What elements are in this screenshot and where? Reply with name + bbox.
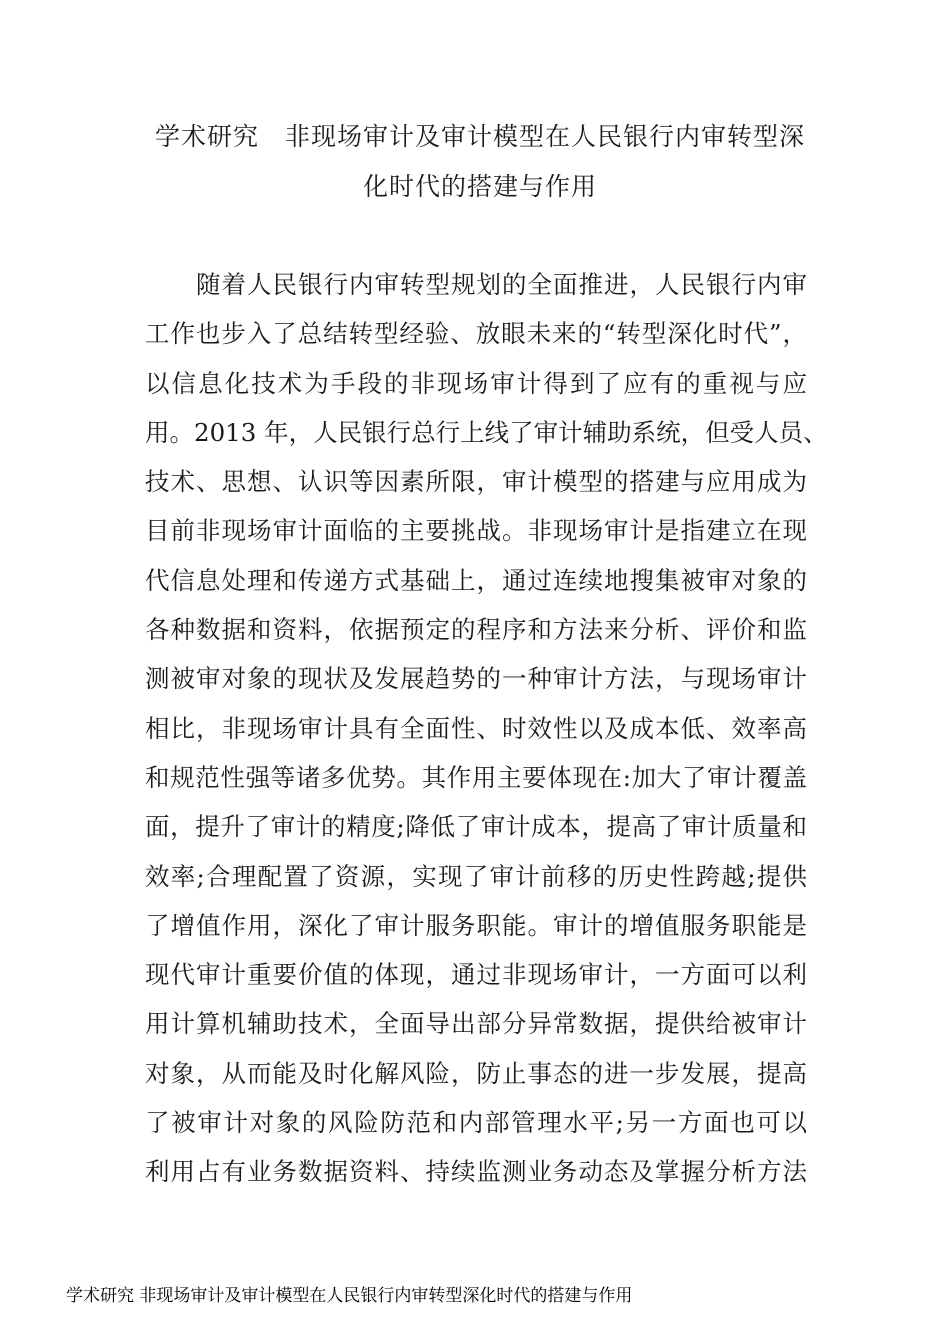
body-line: 了增值作用，深化了审计服务职能。审计的增值服务职能是 xyxy=(145,910,807,940)
body-line: 目前非现场审计面临的主要挑战。非现场审计是指建立在现 xyxy=(145,516,807,546)
body-line: 面，提升了审计的精度;降低了审计成本，提高了审计质量和 xyxy=(145,812,807,842)
body-line: 了被审计对象的风险防范和内部管理水平;另一方面也可以 xyxy=(145,1108,807,1138)
body-line: 利用占有业务数据资料、持续监测业务动态及掌握分析方法 xyxy=(145,1157,807,1187)
body-line: 用计算机辅助技术，全面导出部分异常数据，提供给被审计 xyxy=(145,1009,807,1039)
body-line: 代信息处理和传递方式基础上，通过连续地搜集被审对象的 xyxy=(145,565,807,595)
body-line: 技术、思想、认识等因素所限，审计模型的搭建与应用成为 xyxy=(145,467,807,497)
page-footer: 学术研究 非现场审计及审计模型在人民银行内审转型深化时代的搭建与作用 xyxy=(66,1286,633,1306)
body-line: 效率;合理配置了资源，实现了审计前移的历史性跨越;提供 xyxy=(145,861,807,891)
title-line-1: 学术研究 非现场审计及审计模型在人民银行内审转型深 xyxy=(154,122,805,151)
body-line: 相比，非现场审计具有全面性、时效性以及成本低、效率高 xyxy=(145,713,807,743)
body-line: 现代审计重要价值的体现，通过非现场审计，一方面可以利 xyxy=(145,960,807,990)
body-line: 以信息化技术为手段的非现场审计得到了应有的重视与应 xyxy=(145,368,807,398)
body-line: 随着人民银行内审转型规划的全面推进，人民银行内审 xyxy=(145,270,807,299)
body-line: 各种数据和资料，依据预定的程序和方法来分析、评价和监 xyxy=(145,615,807,645)
body-line: 对象，从而能及时化解风险，防止事态的进一步发展，提高 xyxy=(145,1058,807,1088)
body-line: 和规范性强等诸多优势。其作用主要体现在:加大了审计覆盖 xyxy=(145,762,807,792)
title-line-2: 化时代的搭建与作用 xyxy=(362,172,597,201)
page-title xyxy=(140,112,820,212)
body-paragraph xyxy=(145,260,828,1197)
body-line: 用。2013 年，人民银行总行上线了审计辅助系统，但受人员、 xyxy=(145,417,828,447)
body-line: 测被审对象的现状及发展趋势的一种审计方法，与现场审计 xyxy=(145,664,807,694)
body-line: 工作也步入了总结转型经验、放眼未来的“转型深化时代”， xyxy=(145,319,807,349)
